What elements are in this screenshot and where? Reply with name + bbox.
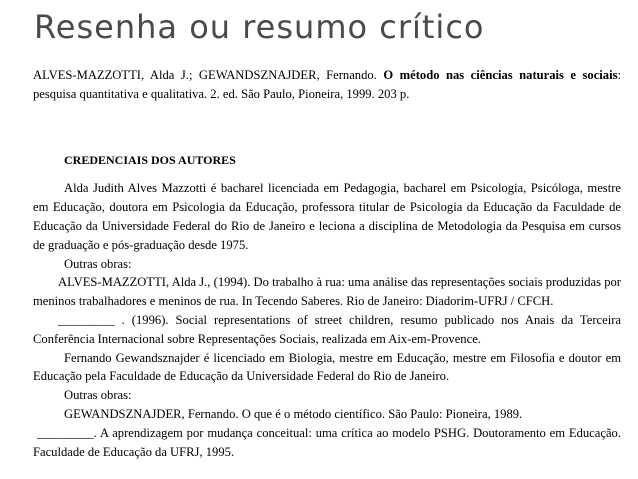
slide-title: Resenha ou resumo crítico xyxy=(34,8,485,46)
alda-other-works-label: Outras obras: xyxy=(64,256,132,271)
reference-details: : pesquisa quantitativa e qualitativa. 2. ed. São Paulo, Pioneira, 1999. 203 p. xyxy=(33,68,621,101)
fernando-work-1: GEWANDSZNAJDER, Fernando. O que é o método científico. São Paulo: Pioneira, 1989. xyxy=(64,406,523,421)
bibliographic-reference xyxy=(33,66,621,104)
alda-work-2: _________ . (1996). Social representations of street children, resumo publicado nos Anais da Terceira Conferência Internacional sobre Representações Sociais, realizada em Aix-em-Provence. xyxy=(33,312,621,346)
reference-authors: ALVES-MAZZOTTI, Alda J.; GEWANDSZNAJDER, Fernando. xyxy=(33,68,384,82)
section-heading: CREDENCIAIS DOS AUTORES xyxy=(64,152,236,167)
slide-body xyxy=(33,66,621,461)
alda-bio-paragraph: Alda Judith Alves Mazzotti é bacharel licenciada em Pedagogia, bacharel em Psicologia, Psicóloga, mestre em Educação, doutora em Psicologia da Educação, professora titular de Psicologia da Educação da Faculdade de Educação da Universidade Federal do Rio de Janeiro e leciona a disciplina de Metodologia da Pesquisa em cursos de graduação e pós-graduação desde 1975. xyxy=(33,181,621,252)
fernando-work-2: _________. A aprendizagem por mudança conceitual: uma crítica ao modelo PSHG. Doutoramento em Educação. Faculdade de Educação da UFRJ, 1995. xyxy=(33,425,621,459)
fernando-other-works-label: Outras obras: xyxy=(64,388,132,403)
alda-work-1: ALVES-MAZZOTTI, Alda J., (1994). Do trabalho à rua: uma análise das representações sociais produzidas por meninos trabalhadores e meninos de rua. In Tecendo Saberes. Rio de Janeiro: Diadorim-UFRJ / CFCH. xyxy=(33,275,621,309)
reference-book-title: O método nas ciências naturais e sociais xyxy=(383,68,618,82)
fernando-bio-paragraph: Fernando Gewandsznajder é licenciado em Biologia, mestre em Educação, mestre em Filosofia e doutor em Educação pela Faculdade de Educação da Universidade Federal do Rio de Janeiro. xyxy=(33,350,621,384)
